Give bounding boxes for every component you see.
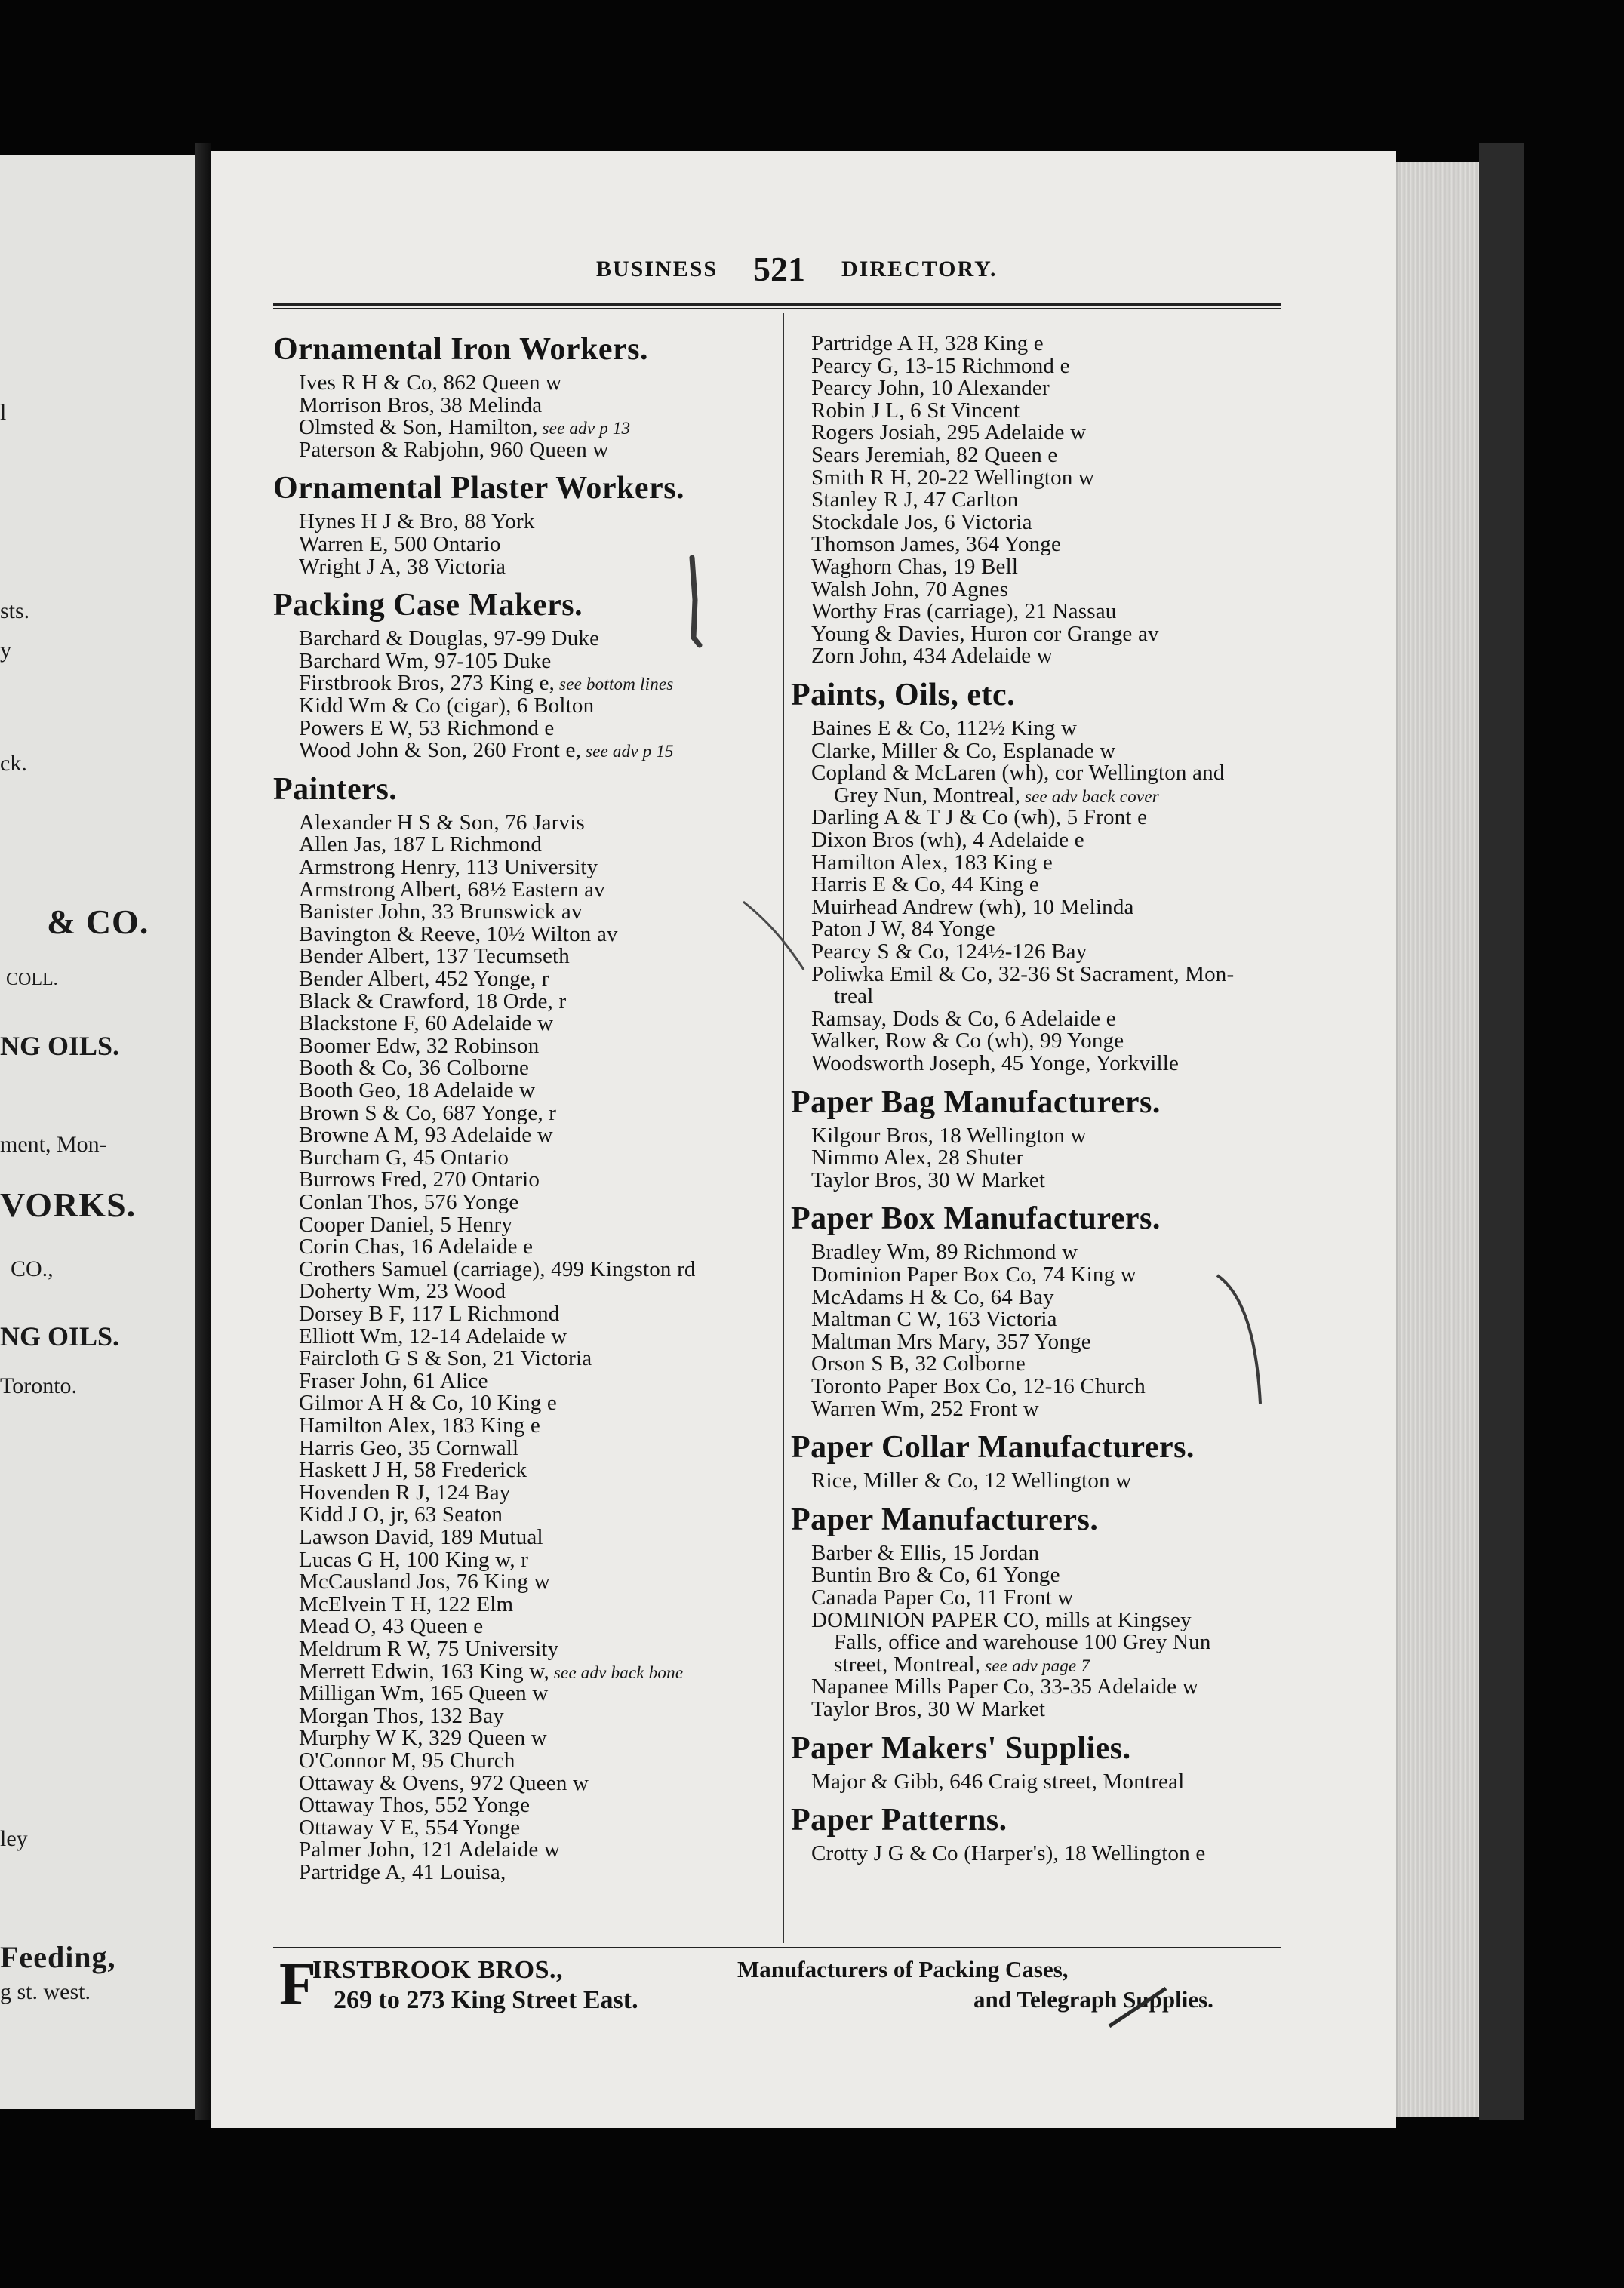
directory-entry [299, 1370, 488, 1392]
entry-advert-note: see adv back bone [549, 1662, 684, 1682]
directory-entry [299, 650, 551, 672]
entry-text: Walker, Row & Co (wh), 99 Yonge [811, 1029, 1124, 1053]
facing-text: NG OILS. [0, 1031, 120, 1061]
directory-entry [299, 1481, 510, 1504]
entry-text: Palmer John, 121 Adelaide w [299, 1837, 561, 1862]
directory-entry [299, 1235, 533, 1258]
directory-entry [299, 717, 555, 740]
section-heading: Packing Case Makers. [273, 588, 583, 623]
directory-entry [299, 1347, 592, 1370]
directory-entry [299, 438, 609, 461]
directory-entry [299, 1392, 557, 1414]
directory-entry [834, 1631, 1211, 1653]
section-heading: Paper Collar Manufacturers. [791, 1430, 1195, 1465]
entry-text: Elliott Wm, 12-14 Adelaide w [299, 1324, 567, 1349]
entry-text: Nimmo Alex, 28 Shuter [811, 1146, 1024, 1170]
entry-text: Meldrum R W, 75 University [299, 1637, 559, 1661]
directory-entry [299, 1168, 540, 1191]
entry-text: Sears Jeremiah, 82 Queen e [811, 443, 1058, 467]
directory-entry [811, 421, 1086, 444]
entry-text: Harris Geo, 35 Cornwall [299, 1435, 519, 1460]
facing-text: g st. west. [0, 1979, 91, 2004]
entry-text: McElvein T H, 122 Elm [299, 1591, 514, 1616]
entry-text: Hamilton Alex, 183 King e [299, 1413, 540, 1438]
ad-goods-line2: and Telegraph Supplies. [973, 1986, 1213, 2013]
entry-advert-note: see adv p 15 [581, 742, 674, 761]
directory-entry [811, 377, 1050, 399]
entry-text: Murphy W K, 329 Queen w [299, 1726, 547, 1751]
entry-text: Barchard & Douglas, 97-99 Duke [299, 626, 600, 651]
entry-text: Firstbrook Bros, 273 King e, [299, 671, 555, 696]
directory-entry [811, 1398, 1039, 1420]
facing-text: COLL. [6, 970, 58, 989]
directory-entry [299, 1258, 696, 1281]
directory-entry [811, 578, 1008, 601]
section-heading: Ornamental Iron Workers. [273, 332, 648, 367]
entry-text: Banister John, 33 Brunswick av [299, 900, 583, 924]
directory-entry [299, 1526, 543, 1548]
directory-entry [299, 1437, 518, 1459]
header-rule [273, 303, 1281, 309]
entry-text: Ottaway & Ovens, 972 Queen w [299, 1770, 589, 1795]
entry-text: Brown S & Co, 687 Yonge, r [299, 1100, 557, 1125]
book-edge [1479, 143, 1524, 2120]
section-heading: Painters. [273, 771, 398, 807]
entry-text: Browne A M, 93 Adelaide w [299, 1123, 553, 1148]
entry-text: Allen Jas, 187 L Richmond [299, 832, 543, 857]
directory-entry [811, 1542, 1039, 1564]
directory-entry [299, 555, 506, 578]
directory-entry [811, 1241, 1078, 1263]
entry-text: Copland & McLaren (wh), cor Wellington and [811, 761, 1225, 786]
entry-text: Taylor Bros, 30 W Market [811, 1167, 1046, 1192]
directory-entry [299, 1213, 512, 1236]
facing-text: ley [0, 1826, 28, 1851]
directory-entry [811, 829, 1084, 851]
entry-text: McAdams H & Co, 64 Bay [811, 1284, 1054, 1309]
directory-entry [299, 1772, 589, 1794]
entry-advert-note: see adv p 13 [537, 419, 631, 438]
directory-entry [299, 1615, 483, 1638]
directory-entry [299, 394, 542, 417]
facing-text: Feeding, [0, 1940, 116, 1974]
entry-text: Merrett Edwin, 163 King w, [299, 1659, 549, 1684]
facing-text: Toronto. [0, 1373, 78, 1398]
footer-rule [273, 1947, 1281, 1948]
directory-entry [299, 1079, 535, 1102]
directory-entry [299, 1280, 506, 1302]
entry-text: Young & Davies, Huron cor Grange av [811, 621, 1159, 646]
directory-entry [811, 761, 1225, 784]
directory-entry [299, 1727, 547, 1749]
entry-text: Conlan Thos, 576 Yonge [299, 1190, 519, 1214]
entry-text: street, Montreal, [834, 1652, 981, 1677]
facing-text: ck. [0, 751, 27, 776]
entry-text: Rice, Miller & Co, 12 Wellington w [811, 1468, 1132, 1493]
directory-entry [299, 416, 630, 440]
entry-text: Hamilton Alex, 183 King e [811, 850, 1053, 875]
entry-text: Toronto Paper Box Co, 12-16 Church [811, 1374, 1146, 1398]
directory-entry [811, 332, 1044, 355]
section-heading: Paper Makers' Supplies. [791, 1730, 1131, 1766]
pencil-mark [1106, 1985, 1173, 2030]
entry-text: Major & Gibb, 646 Craig street, Montreal [811, 1769, 1185, 1794]
entry-text: Ives R H & Co, 862 Queen w [299, 371, 562, 395]
directory-entry [299, 1302, 560, 1325]
entry-text: Armstrong Albert, 68½ Eastern av [299, 877, 605, 902]
entry-text: Maltman C W, 163 Victoria [811, 1307, 1057, 1332]
entry-text: DOMINION PAPER CO, mills at Kingsey [811, 1607, 1192, 1632]
section-heading: Paper Patterns. [791, 1803, 1007, 1838]
entry-text: Taylor Bros, 30 W Market [811, 1697, 1046, 1721]
directory-entry [811, 555, 1018, 578]
facing-page-fragment [0, 155, 195, 2109]
entry-text: Booth & Co, 36 Colborne [299, 1056, 530, 1081]
entry-text: Corin Chas, 16 Adelaide e [299, 1235, 534, 1259]
directory-entry [299, 1593, 513, 1616]
directory-entry [299, 923, 618, 946]
directory-entry [299, 990, 566, 1013]
directory-entry [299, 694, 594, 717]
entry-text: Dominion Paper Box Co, 74 King w [811, 1262, 1136, 1287]
entry-text: Zorn John, 434 Adelaide w [811, 644, 1053, 669]
entry-text: Armstrong Henry, 113 University [299, 855, 598, 879]
entry-text: Gilmor A H & Co, 10 King e [299, 1391, 557, 1416]
entry-text: Warren E, 500 Ontario [299, 532, 501, 556]
entry-text: treal [834, 984, 874, 1009]
directory-entry [299, 672, 673, 696]
entry-text: Bradley Wm, 89 Richmond w [811, 1240, 1078, 1265]
entry-text: Woodsworth Joseph, 45 Yonge, Yorkville [811, 1051, 1180, 1075]
directory-entry [811, 1308, 1057, 1330]
entry-text: Paterson & Rabjohn, 960 Queen w [299, 437, 609, 462]
section-heading: Ornamental Plaster Workers. [273, 471, 685, 506]
entry-text: Muirhead Andrew (wh), 10 Melinda [811, 894, 1134, 919]
directory-entry [811, 1146, 1023, 1169]
entry-text: Harris E & Co, 44 King e [811, 872, 1040, 897]
facing-text: y [0, 638, 11, 663]
directory-entry [811, 1698, 1045, 1721]
entry-text: Canada Paper Co, 11 Front w [811, 1585, 1074, 1610]
entry-text: Barchard Wm, 97-105 Duke [299, 648, 552, 673]
entry-text: Worthy Fras (carriage), 21 Nassau [811, 599, 1117, 624]
directory-entry [299, 1749, 515, 1772]
directory-entry [299, 945, 570, 967]
directory-entry [811, 1124, 1087, 1147]
directory-entry [811, 623, 1159, 645]
entry-text: Kidd J O, jr, 63 Seaton [299, 1502, 503, 1527]
entry-text: Partridge A H, 328 King e [811, 331, 1044, 355]
directory-entry [811, 1352, 1026, 1375]
book-gutter [195, 143, 211, 2120]
entry-text: Cooper Daniel, 5 Henry [299, 1212, 513, 1237]
entry-text: Milligan Wm, 165 Queen w [299, 1681, 549, 1706]
directory-entry [811, 1029, 1124, 1052]
entry-text: Crotty J G & Co (Harper's), 18 Wellington e [811, 1841, 1206, 1866]
facing-text: CO., [11, 1256, 54, 1281]
directory-entry [811, 1609, 1192, 1631]
entry-text: Crothers Samuel (carriage), 499 Kingston rd [299, 1256, 696, 1281]
running-head [264, 249, 1275, 302]
entry-text: Alexander H S & Son, 76 Jarvis [299, 810, 585, 835]
section-heading: Paper Manufacturers. [791, 1502, 1099, 1537]
directory-entry [299, 900, 583, 923]
entry-text: Walsh John, 70 Agnes [811, 577, 1009, 601]
directory-entry [299, 1838, 560, 1861]
directory-entry [811, 533, 1061, 555]
entry-text: Fraser John, 61 Alice [299, 1368, 488, 1393]
ad-address: 269 to 273 King Street East. [334, 1986, 638, 2014]
directory-entry [299, 1191, 518, 1213]
ad-initial: F [279, 1951, 316, 2018]
facing-text: & CO. [47, 903, 149, 941]
directory-entry [299, 967, 549, 990]
entry-text: Booth Geo, 18 Adelaide w [299, 1078, 536, 1102]
directory-entry [299, 1861, 506, 1884]
entry-text: Boomer Edw, 32 Robinson [299, 1033, 540, 1058]
entry-text: Morgan Thos, 132 Bay [299, 1703, 504, 1728]
entry-text: Faircloth G S & Son, 21 Victoria [299, 1346, 592, 1371]
entry-text: Kidd Wm & Co (cigar), 6 Bolton [299, 693, 595, 718]
section-heading: Paper Box Manufacturers. [791, 1201, 1161, 1237]
directory-entry [811, 717, 1077, 740]
directory-entry [811, 444, 1058, 466]
page-edges [1396, 162, 1481, 2117]
directory-entry [811, 355, 1070, 377]
directory-entry [299, 811, 585, 834]
directory-entry [299, 739, 674, 763]
pencil-mark [683, 555, 706, 653]
entry-text: Stanley R J, 47 Carlton [811, 487, 1019, 512]
directory-entry [811, 1564, 1060, 1586]
entry-text: Barber & Ellis, 15 Jordan [811, 1540, 1040, 1565]
directory-entry [299, 1325, 567, 1348]
directory-entry [299, 1035, 540, 1057]
entry-text: Pearcy G, 13-15 Richmond e [811, 353, 1070, 378]
directory-entry [299, 833, 542, 856]
directory-entry [299, 1816, 520, 1839]
directory-entry [299, 1459, 527, 1481]
running-head-right: DIRECTORY. [841, 257, 998, 281]
entry-text: Dixon Bros (wh), 4 Adelaide e [811, 828, 1084, 852]
page-number: 521 [753, 250, 805, 288]
entry-text: Lawson David, 189 Mutual [299, 1525, 543, 1549]
entry-text: Bender Albert, 452 Yonge, r [299, 967, 549, 991]
directory-entry [811, 1052, 1179, 1075]
entry-text: Haskett J H, 58 Frederick [299, 1458, 527, 1483]
directory-entry [811, 1263, 1136, 1286]
directory-entry [811, 644, 1053, 667]
entry-text: McCausland Jos, 76 King w [299, 1570, 550, 1595]
directory-entry [299, 1794, 530, 1816]
entry-text: Morrison Bros, 38 Melinda [299, 392, 543, 417]
directory-entry [811, 1330, 1091, 1353]
directory-entry [834, 784, 1159, 808]
directory-entry [299, 1503, 503, 1526]
entry-text: Baines E & Co, 112½ King w [811, 716, 1078, 740]
entry-advert-note: see bottom lines [555, 675, 674, 694]
entry-text: Olmsted & Son, Hamilton, [299, 415, 538, 440]
facing-text: ment, Mon- [0, 1132, 107, 1157]
entry-advert-note: see adv back cover [1020, 786, 1159, 806]
directory-entry [299, 1146, 509, 1169]
running-head-left: BUSINESS [596, 257, 718, 281]
entry-text: Pearcy S & Co, 124½-126 Bay [811, 939, 1087, 964]
facing-text: sts. [0, 598, 30, 623]
directory-entry [299, 1056, 529, 1079]
entry-text: Stockdale Jos, 6 Victoria [811, 509, 1032, 534]
entry-text: Ramsay, Dods & Co, 6 Adelaide e [811, 1006, 1116, 1031]
entry-text: Thomson James, 364 Yonge [811, 532, 1062, 557]
directory-entry [811, 1286, 1054, 1309]
entry-text: Poliwka Emil & Co, 32-36 St Sacrament, Mon- [811, 961, 1235, 986]
directory-entry [811, 1007, 1116, 1030]
entry-text: Blackstone F, 60 Adelaide w [299, 1011, 554, 1036]
directory-entry [811, 1375, 1146, 1398]
directory-entry [299, 878, 605, 901]
directory-entry [811, 918, 995, 940]
entry-text: Rogers Josiah, 295 Adelaide w [811, 420, 1087, 445]
entry-text: Burrows Fred, 270 Ontario [299, 1167, 540, 1192]
entry-text: Paton J W, 84 Yonge [811, 917, 995, 942]
entry-text: Napanee Mills Paper Co, 33-35 Adelaide w [811, 1674, 1198, 1699]
section-heading: Paper Bag Manufacturers. [791, 1084, 1161, 1120]
ad-goods-line1: Manufacturers of Packing Cases, [737, 1956, 1069, 1982]
directory-entry [811, 399, 1020, 422]
entry-text: Kilgour Bros, 18 Wellington w [811, 1123, 1087, 1148]
entry-text: Smith R H, 20-22 Wellington w [811, 465, 1095, 490]
directory-entry [834, 985, 874, 1007]
pencil-mark [1213, 1272, 1266, 1407]
entry-text: Buntin Bro & Co, 61 Yonge [811, 1563, 1060, 1588]
entry-text: Dorsey B F, 117 L Richmond [299, 1302, 560, 1326]
entry-text: Pearcy John, 10 Alexander [811, 376, 1050, 401]
directory-entry [299, 627, 599, 650]
directory-entry [811, 1675, 1198, 1698]
entry-text: Burcham G, 45 Ontario [299, 1145, 509, 1170]
facing-text: VORKS. [0, 1186, 137, 1224]
directory-entry [811, 873, 1039, 896]
directory-entry [811, 466, 1094, 489]
directory-entry [299, 533, 501, 555]
entry-text: Black & Crawford, 18 Orde, r [299, 989, 567, 1013]
entry-text: Wood John & Son, 260 Front e, [299, 738, 582, 763]
entry-text: Doherty Wm, 23 Wood [299, 1279, 506, 1304]
entry-text: Lucas G H, 100 King w, r [299, 1547, 529, 1572]
entry-text: Waghorn Chas, 19 Bell [811, 555, 1019, 579]
directory-entry [299, 1682, 548, 1705]
directory-entry [299, 1660, 683, 1684]
entry-text: O'Connor M, 95 Church [299, 1748, 515, 1773]
directory-entry [299, 1705, 504, 1727]
directory-entry [811, 1770, 1184, 1793]
entry-text: Falls, office and warehouse 100 Grey Nun [834, 1630, 1211, 1655]
directory-entry [299, 371, 561, 394]
entry-text: Ottaway V E, 554 Yonge [299, 1815, 521, 1840]
entry-text: Wright J A, 38 Victoria [299, 554, 506, 579]
directory-entry [811, 940, 1087, 963]
entry-text: Hovenden R J, 124 Bay [299, 1480, 511, 1505]
entry-text: Darling A & T J & Co (wh), 5 Front e [811, 805, 1148, 830]
directory-entry [299, 1102, 556, 1124]
directory-entry [811, 488, 1018, 511]
directory-entry [299, 1548, 528, 1571]
directory-entry [811, 963, 1234, 986]
entry-advert-note: see adv page 7 [980, 1656, 1090, 1675]
directory-entry [811, 1842, 1205, 1865]
entry-text: Bender Albert, 137 Tecumseth [299, 944, 571, 969]
entry-text: Robin J L, 6 St Vincent [811, 398, 1020, 423]
entry-text: Powers E W, 53 Richmond e [299, 715, 555, 740]
directory-entry [299, 1012, 553, 1035]
column-divider [783, 313, 784, 1943]
directory-entry [811, 851, 1053, 874]
directory-entry [811, 600, 1117, 623]
directory-entry [811, 896, 1134, 918]
section-heading: Paints, Oils, etc. [791, 678, 1016, 712]
entry-text: Maltman Mrs Mary, 357 Yonge [811, 1329, 1091, 1354]
directory-entry [299, 1638, 558, 1660]
entry-text: Grey Nun, Montreal, [834, 783, 1021, 807]
directory-entry [811, 806, 1147, 829]
ad-company-name: IRSTBROOK BROS., [312, 1956, 564, 1984]
entry-text: Ottaway Thos, 552 Yonge [299, 1793, 531, 1818]
directory-entry [299, 510, 535, 533]
entry-text: Partridge A, 41 Louisa, [299, 1860, 506, 1884]
directory-entry [834, 1653, 1090, 1678]
directory-entry [299, 1124, 553, 1146]
directory-entry [811, 1169, 1045, 1192]
entry-text: Warren Wm, 252 Front w [811, 1396, 1039, 1421]
directory-entry [811, 740, 1115, 762]
pencil-mark [740, 898, 807, 973]
entry-text: Bavington & Reeve, 10½ Wilton av [299, 921, 618, 946]
directory-entry [299, 856, 598, 878]
directory-entry [811, 1586, 1073, 1609]
directory-entry [299, 1414, 540, 1437]
entry-text: Orson S B, 32 Colborne [811, 1352, 1026, 1376]
facing-text: l [0, 400, 7, 425]
facing-text: NG OILS. [0, 1321, 120, 1352]
entry-text: Hynes H J & Bro, 88 York [299, 509, 535, 534]
entry-text: Clarke, Miller & Co, Esplanade w [811, 738, 1116, 763]
entry-text: Mead O, 43 Queen e [299, 1614, 484, 1639]
directory-entry [811, 511, 1032, 534]
directory-entry [811, 1469, 1131, 1492]
directory-entry [299, 1570, 550, 1593]
